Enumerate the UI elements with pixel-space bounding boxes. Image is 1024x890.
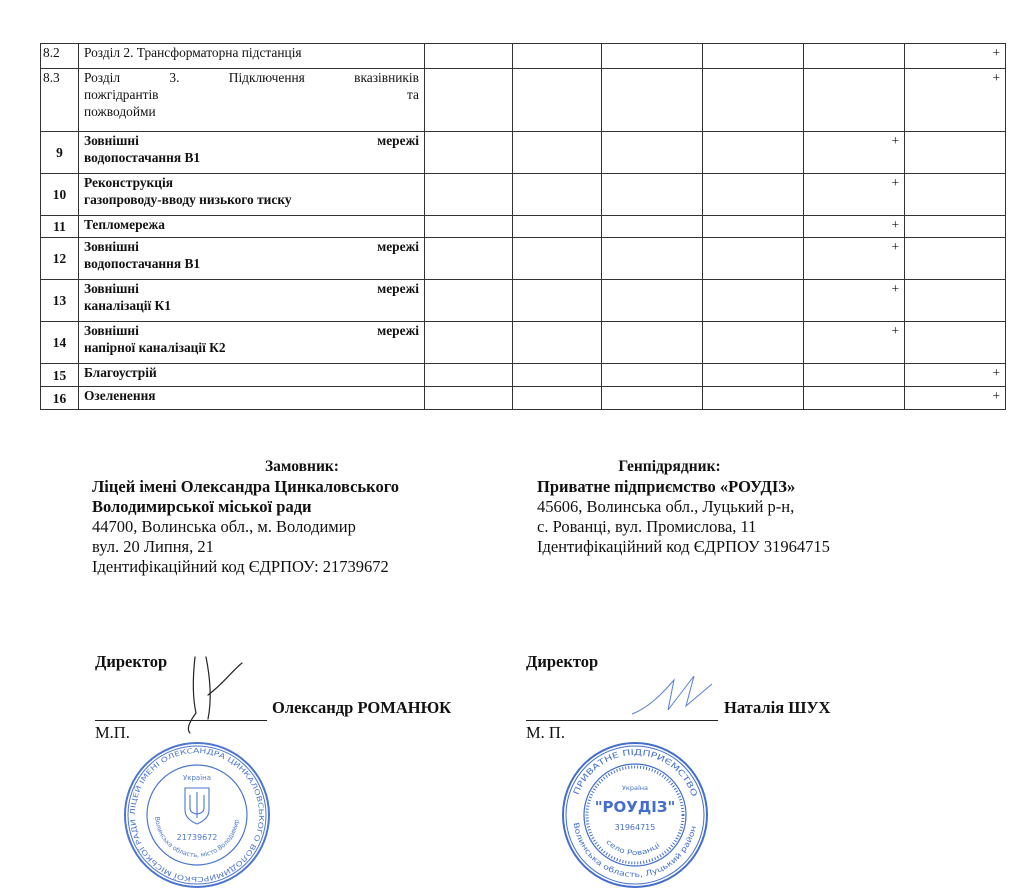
customer-stamp-inner-text: Волинська область, місто Володимир (152, 816, 241, 860)
schedule-cell: + (804, 132, 905, 174)
schedule-cell (905, 238, 1006, 280)
schedule-cell (513, 132, 602, 174)
schedule-cell (513, 238, 602, 280)
customer-stamp-country: Україна (182, 774, 212, 782)
description-line: Розділ 2. Трансформаторна підстанція (84, 45, 302, 60)
schedule-cell: + (804, 174, 905, 216)
contractor-seal-place: М. П. (526, 723, 565, 742)
schedule-cell (425, 216, 513, 238)
table-row (41, 238, 1006, 280)
row-number: 15 (41, 364, 79, 387)
description-line: газопроводу-вводу низького тиску (84, 192, 292, 207)
description-line (84, 280, 419, 297)
schedule-cell (703, 216, 804, 238)
works-schedule-table (40, 43, 1006, 410)
schedule-cell: + (804, 216, 905, 238)
schedule-cell (703, 238, 804, 280)
schedule-cell: + (804, 238, 905, 280)
schedule-cell (513, 387, 602, 410)
customer-handwritten-signature (100, 655, 280, 735)
contractor-signature-line (526, 720, 718, 721)
customer-address2: вул. 20 Липня, 21 (92, 537, 214, 556)
row-description (79, 44, 425, 69)
contractor-stamp (560, 740, 710, 890)
word: мережі (377, 281, 419, 296)
schedule-cell: + (905, 69, 1006, 132)
description-line (84, 322, 419, 339)
description-line: напірної каналізації К2 (84, 340, 226, 355)
schedule-cell (602, 322, 703, 364)
schedule-cell (513, 174, 602, 216)
customer-stamp-code: 21739672 (176, 833, 218, 842)
schedule-cell (513, 216, 602, 238)
schedule-cell (905, 174, 1006, 216)
description-line: Реконструкція (84, 175, 173, 190)
word: Зовнішні (84, 133, 139, 148)
table-row (41, 387, 1006, 410)
row-description (79, 364, 425, 387)
row-description (79, 132, 425, 174)
schedule-cell: + (905, 387, 1006, 410)
word: мережі (377, 133, 419, 148)
table-row (41, 364, 1006, 387)
row-number: 11 (41, 216, 79, 238)
row-number: 16 (41, 387, 79, 410)
contractor-signatory: Наталія ШУХ (724, 698, 831, 717)
table-row (41, 132, 1006, 174)
schedule-cell (425, 322, 513, 364)
schedule-cell (602, 44, 703, 69)
schedule-cell (513, 364, 602, 387)
schedule-cell: + (905, 364, 1006, 387)
schedule-cell (425, 174, 513, 216)
customer-role: Замовник: (265, 458, 339, 475)
table-row (41, 280, 1006, 322)
description-line (84, 132, 419, 149)
row-description (79, 238, 425, 280)
row-description (79, 174, 425, 216)
customer-signatory: Олександр РОМАНЮК (272, 698, 452, 717)
schedule-cell: + (804, 280, 905, 322)
schedule-cell (804, 387, 905, 410)
customer-code: Ідентифікаційний код ЄДРПОУ: 21739672 (92, 557, 389, 576)
contractor-name: Приватне підприємство «РОУДІЗ» (537, 477, 796, 496)
contractor-director-title: Директор (526, 652, 599, 671)
row-description (79, 280, 425, 322)
schedule-cell (513, 280, 602, 322)
schedule-cell (425, 44, 513, 69)
customer-stamp (122, 740, 272, 890)
row-description (79, 69, 425, 132)
contractor-block (537, 457, 957, 557)
schedule-cell (703, 387, 804, 410)
contractor-role: Генпідрядник: (618, 458, 721, 475)
customer-name-line2: Володимирської міської ради (92, 497, 312, 516)
schedule-cell (703, 364, 804, 387)
schedule-cell (703, 69, 804, 132)
table-row (41, 69, 1006, 132)
schedule-cell (804, 364, 905, 387)
schedule-cell (425, 69, 513, 132)
description-line (84, 69, 419, 86)
table-row (41, 174, 1006, 216)
contractor-code: Ідентифікаційний код ЄДРПОУ 31964715 (537, 537, 830, 556)
schedule-cell (602, 280, 703, 322)
row-number: 14 (41, 322, 79, 364)
schedule-cell (425, 364, 513, 387)
contractor-stamp-code: 31964715 (614, 823, 656, 832)
schedule-cell (703, 44, 804, 69)
description-line: Озеленення (84, 388, 156, 403)
customer-director-title: Директор (95, 652, 168, 671)
schedule-cell (602, 216, 703, 238)
row-number: 13 (41, 280, 79, 322)
schedule-cell (905, 322, 1006, 364)
word: мережі (377, 323, 419, 338)
contractor-address1: 45606, Волинська обл., Луцький р-н, (537, 497, 795, 516)
row-number: 12 (41, 238, 79, 280)
word: Підключення (228, 70, 305, 85)
contractor-stamp-center: "РОУДІЗ" (594, 798, 676, 816)
contractor-stamp-country: Україна (621, 784, 649, 792)
word: пожгідрантів (84, 87, 159, 102)
table-row (41, 216, 1006, 238)
customer-address1: 44700, Волинська обл., м. Володимир (92, 517, 356, 536)
schedule-cell: + (804, 322, 905, 364)
table-row (41, 322, 1006, 364)
row-description (79, 216, 425, 238)
schedule-cell (425, 280, 513, 322)
row-number: 8.3 (41, 69, 79, 132)
schedule-cell (602, 238, 703, 280)
word: Зовнішні (84, 281, 139, 296)
row-description (79, 322, 425, 364)
schedule-cell (905, 132, 1006, 174)
contractor-stamp-village: село Рованці (604, 838, 662, 858)
schedule-cell (513, 44, 602, 69)
word: Зовнішні (84, 323, 139, 338)
schedule-cell (425, 238, 513, 280)
contractor-stamp-outer-text: ПРИВАТНЕ ПІДПРИЄМСТВО (571, 747, 699, 797)
contractor-handwritten-signature (628, 674, 718, 718)
word: Зовнішні (84, 239, 139, 254)
table-row (41, 44, 1006, 69)
customer-name-line1: Ліцей імені Олександра Цинкаловського (92, 477, 400, 496)
word: та (407, 87, 419, 102)
contractor-stamp-bottom-text: Волинська область, Луцький район (571, 821, 698, 880)
description-line: Тепломережа (84, 217, 165, 232)
schedule-cell (602, 174, 703, 216)
customer-stamp-outer-text: ЛІЦЕЙ ІМЕНІ ОЛЕКСАНДРА ЦИНКАЛОВСЬКОГО ВОЛОДИМИРСЬКОЇ МІСЬКОЇ РАДИ (128, 746, 266, 884)
schedule-cell (513, 322, 602, 364)
row-number: 10 (41, 174, 79, 216)
customer-seal-place: М.П. (95, 723, 130, 742)
row-number: 9 (41, 132, 79, 174)
description-line (84, 238, 419, 255)
schedule-cell (425, 387, 513, 410)
schedule-cell (425, 132, 513, 174)
schedule-cell (602, 387, 703, 410)
schedule-cell: + (905, 44, 1006, 69)
word: Розділ (84, 70, 121, 85)
description-line: пожводойми (84, 104, 156, 119)
description-line (84, 86, 419, 103)
customer-block (92, 457, 512, 577)
schedule-cell (602, 364, 703, 387)
schedule-cell (905, 216, 1006, 238)
row-number: 8.2 (41, 44, 79, 69)
description-line: водопостачання В1 (84, 150, 201, 165)
schedule-cell (804, 69, 905, 132)
word: 3. (169, 70, 180, 85)
schedule-cell (703, 132, 804, 174)
description-line: Благоустрій (84, 365, 157, 380)
trident-emblem-icon (185, 788, 209, 824)
description-line: водопостачання В1 (84, 256, 201, 271)
word: мережі (377, 239, 419, 254)
contractor-address2: с. Рованці, вул. Промислова, 11 (537, 517, 757, 536)
row-description (79, 387, 425, 410)
schedule-cell (703, 174, 804, 216)
description-line: каналізації К1 (84, 298, 171, 313)
schedule-cell (513, 69, 602, 132)
word: вказівників (354, 70, 419, 85)
schedule-cell (703, 280, 804, 322)
schedule-cell (804, 44, 905, 69)
schedule-cell (602, 132, 703, 174)
schedule-cell (602, 69, 703, 132)
schedule-cell (905, 280, 1006, 322)
schedule-cell (703, 322, 804, 364)
